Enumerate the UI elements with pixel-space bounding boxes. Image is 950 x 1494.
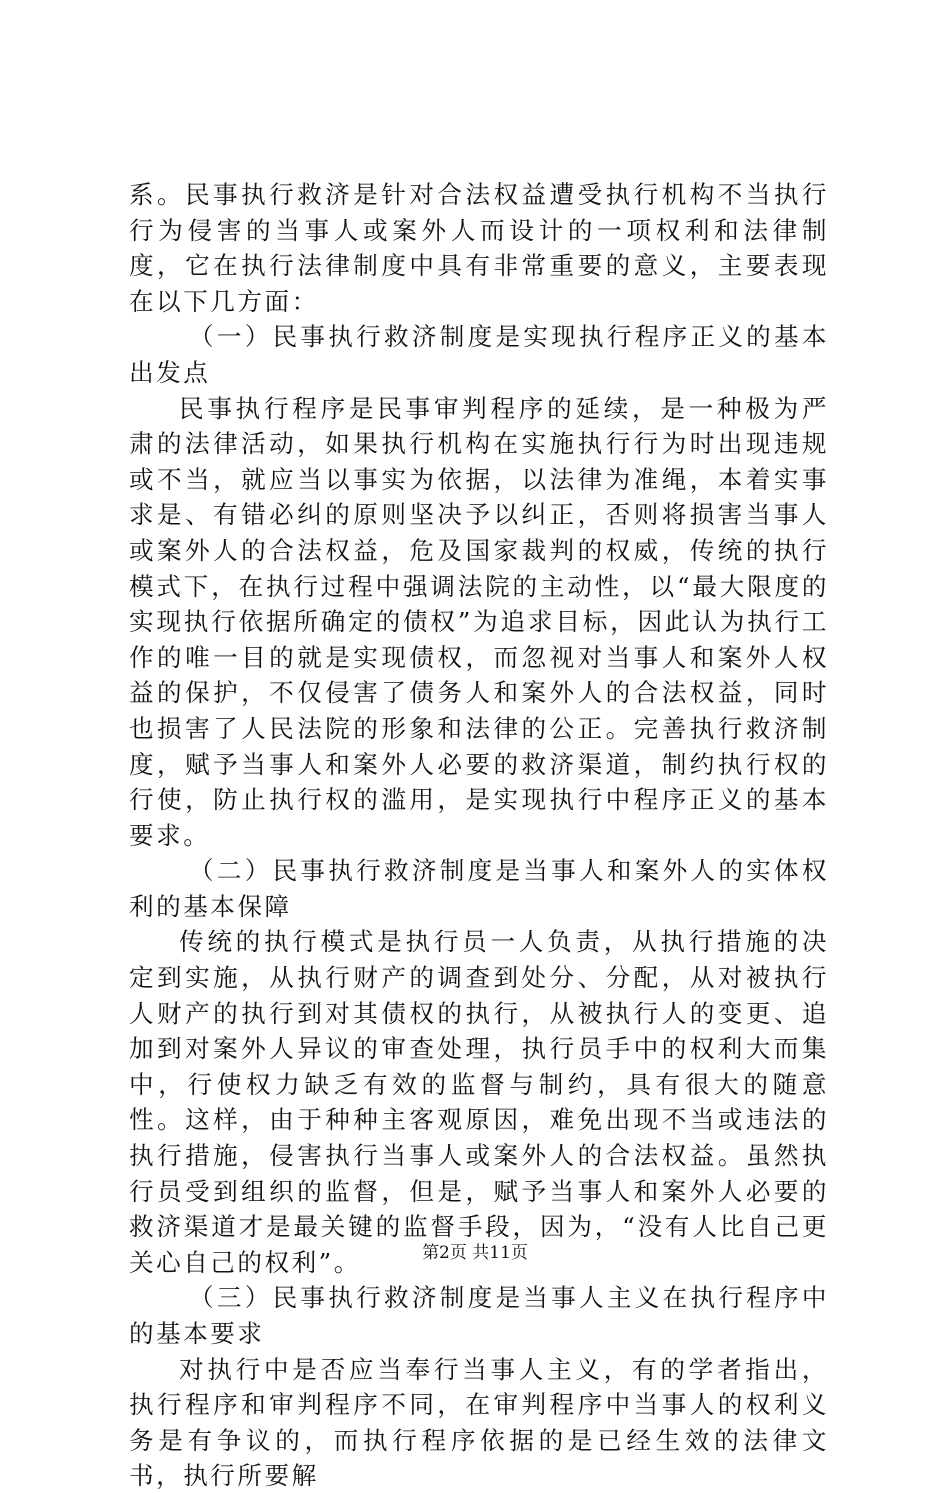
- section-heading-1: （一）民事执行救济制度是实现执行程序正义的基本出发点: [129, 322, 829, 387]
- document-body: [129, 177, 829, 1494]
- section-heading-3: （三）民事执行救济制度是当事人主义在执行程序中的基本要求: [129, 1283, 829, 1348]
- section-heading-2: （二）民事执行救济制度是当事人和案外人的实体权利的基本保障: [129, 856, 829, 921]
- paragraph-section-3: 对执行中是否应当奉行当事人主义，有的学者指出，执行程序和审判程序不同，在审判程序中当事人的权利义务是有争议的，而执行程序依据的是已经生效的法律文书，执行所要解: [129, 1354, 829, 1491]
- page-number-label: 第2页 共11页: [422, 1243, 528, 1263]
- paragraph-section-1: 民事执行程序是民事审判程序的延续，是一种极为严肃的法律活动，如果执行机构在实施执行行为时出现违规或不当，就应当以事实为依据，以法律为准绳，本着实事求是、有错必纠的原则坚决予以纠正，否则将损害当事人或案外人的合法权益，危及国家裁判的权威，传统的执行模式下，在执行过程中强调法院的主动性，以“最大限度的实现执行依据所确定的债权”为追求目标，因此认为执行工作的唯一目的就是实现债权，而忽视对当事人和案外人权益的保护，不仅侵害了债务人和案外人的合法权益，同时也损害了人民法院的形象和法律的公正。完善执行救济制度，赋予当事人和案外人必要的救济渠道，制约执行权的行使，防止执行权的滥用，是实现执行中程序正义的基本要求。: [129, 393, 829, 850]
- page-footer: [0, 1242, 950, 1264]
- paragraph-continuation: 系。民事执行救济是针对合法权益遭受执行机构不当执行行为侵害的当事人或案外人而设计的一项权利和法律制度，它在执行法律制度中具有非常重要的意义，主要表现在以下几方面：: [129, 180, 829, 316]
- paragraph-section-2: 传统的执行模式是执行员一人负责，从执行措施的决定到实施，从执行财产的调查到处分、分配，从对被执行人财产的执行到对其债权的执行，从被执行人的变更、追加到对案外人异议的审查处理，执行员手中的权利大而集中，行使权力缺乏有效的监督与制约，具有很大的随意性。这样，由于种种主客观原因，难免出现不当或违法的执行措施，侵害执行当事人或案外人的合法权益。虽然执行员受到组织的监督，但是，赋予当事人和案外人必要的救济渠道才是最关键的监督手段，因为，“没有人比自己更关心自己的权利”。: [129, 927, 829, 1277]
